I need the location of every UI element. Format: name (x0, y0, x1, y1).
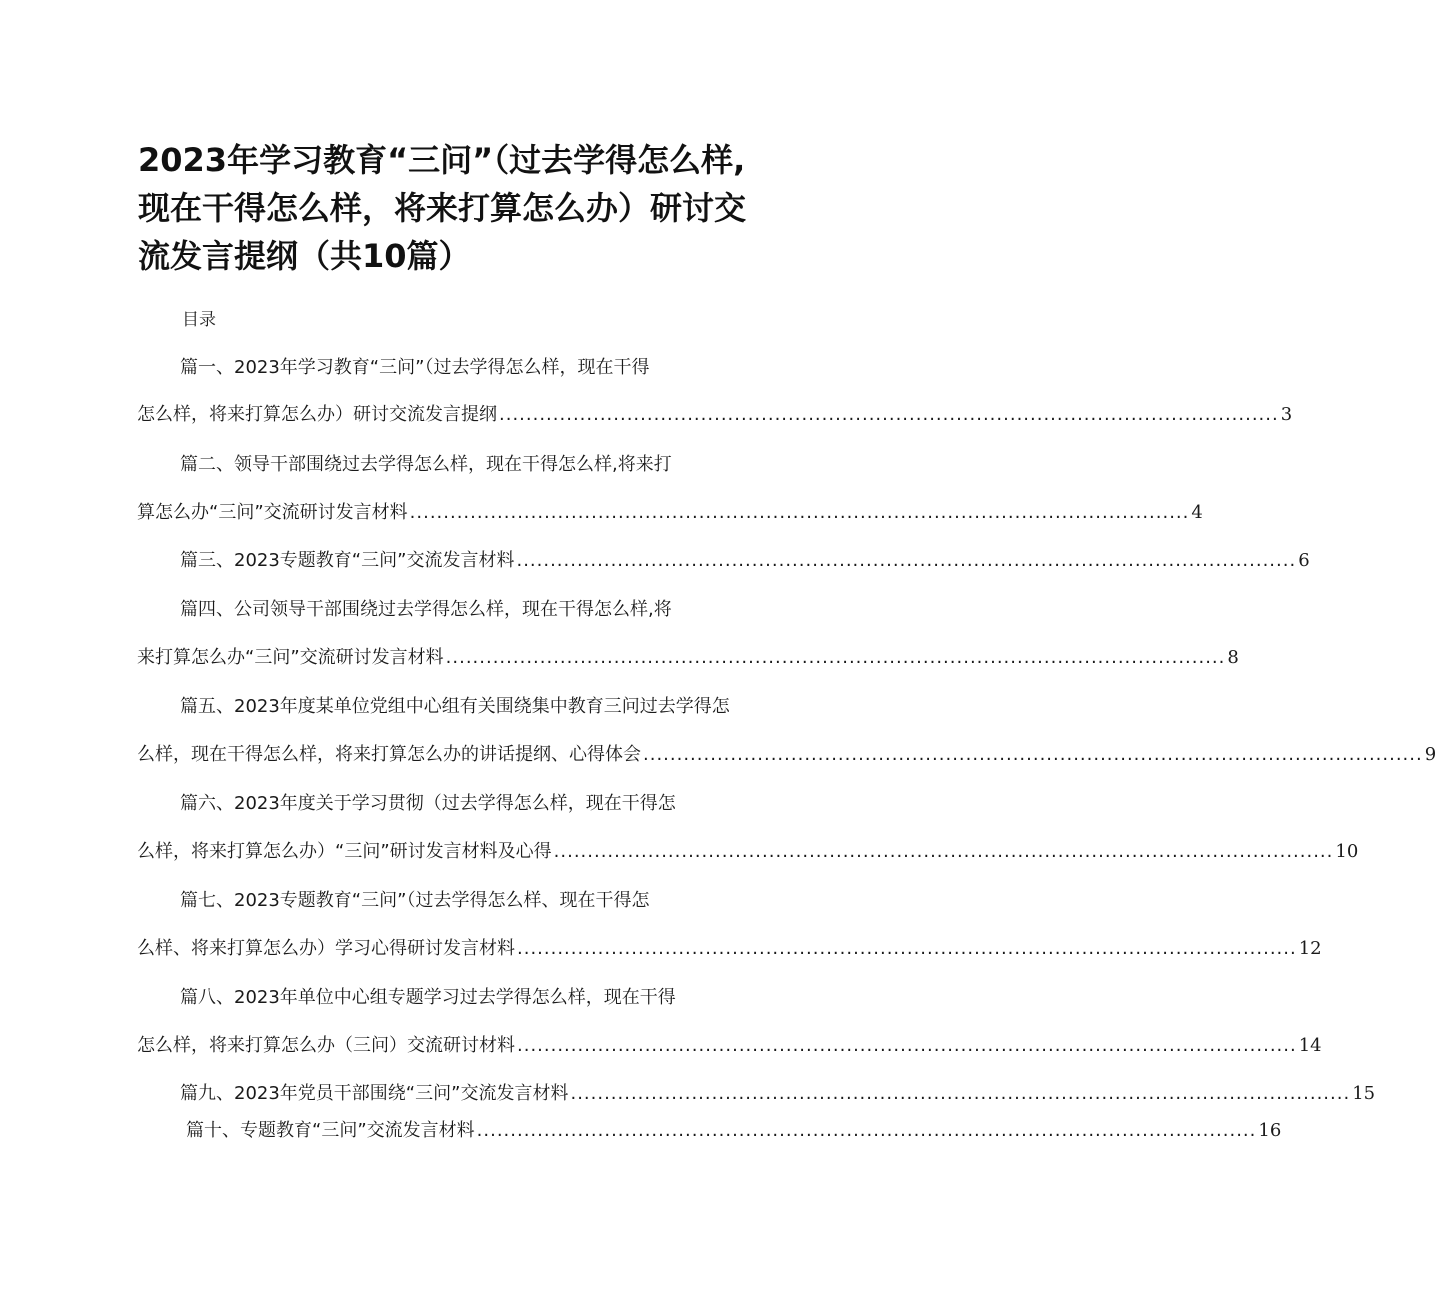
title-line-1: 2023年学习教育“三问”（过去学得怎么样, (138, 141, 746, 179)
toc-entry-7-line-2[interactable] (137, 935, 1322, 963)
toc-entry-4-line-2[interactable] (137, 644, 1239, 672)
toc-entry-text: 篇二、领导干部围绕过去学得怎么样，现在干得怎么样,将来打 (180, 454, 672, 475)
toc-entry-7-line-1[interactable] (180, 887, 649, 915)
dot-leader: .................................................................................................................... (570, 1083, 1351, 1104)
dot-leader: .................................................................................................................... (476, 1120, 1257, 1141)
toc-entry-6-line-1[interactable] (180, 790, 676, 818)
toc-entry-text: 篇五、2023年度某单位党组中心组有关围绕集中教育三问过去学得怎 (180, 696, 730, 717)
toc-heading: 目录 (182, 310, 216, 330)
toc-page-number: 6 (1298, 550, 1310, 571)
toc-page-number: 8 (1227, 647, 1239, 668)
dot-leader: .................................................................................................................... (499, 404, 1279, 425)
dot-leader: .................................................................................................................... (445, 647, 1226, 668)
toc-entry-5-line-1[interactable] (180, 693, 730, 721)
document-title (138, 136, 798, 280)
toc-entry-2-line-2[interactable] (137, 499, 1203, 527)
toc-entry-text: 篇八、2023年单位中心组专题学习过去学得怎么样，现在干得 (180, 987, 676, 1008)
toc-entry-text: 么样、将来打算怎么办）学习心得研讨发言材料 (137, 938, 515, 959)
dot-leader: .................................................................................................................... (643, 744, 1423, 765)
toc-entry-1-line-2[interactable] (137, 401, 1293, 429)
toc-entry-1-line-1[interactable] (180, 354, 649, 382)
toc-entry-6-line-2[interactable] (137, 838, 1359, 866)
toc-entry-text: 算怎么办“三问”交流研讨发言材料 (137, 502, 408, 523)
toc-page-number: 16 (1258, 1120, 1282, 1141)
toc-page-number: 9 (1424, 744, 1436, 765)
toc-entry-text: 么样，现在干得怎么样，将来打算怎么办的讲话提纲、心得体会 (137, 744, 641, 765)
dot-leader: .................................................................................................................... (517, 938, 1297, 959)
toc-entry-text: 篇七、2023专题教育“三问”（过去学得怎么样、现在干得怎 (180, 890, 650, 911)
toc-entry-5-line-2[interactable] (137, 741, 1436, 769)
toc-page-number: 3 (1280, 404, 1293, 425)
toc-entry-8-line-1[interactable] (180, 984, 676, 1012)
toc-page-number: 10 (1335, 841, 1359, 862)
toc-entry-10[interactable] (186, 1117, 1282, 1145)
toc-entry-text: 篇六、2023年度关于学习贯彻（过去学得怎么样，现在干得怎 (180, 793, 676, 814)
toc-entry-text: 怎么样，将来打算怎么办）研讨交流发言提纲 (137, 404, 497, 425)
toc-entry-text: 篇九、2023年党员干部围绕“三问”交流发言材料 (180, 1083, 569, 1104)
toc-entry-4-line-1[interactable] (180, 596, 672, 624)
toc-entry-text: 怎么样，将来打算怎么办（三问）交流研讨材料 (137, 1035, 515, 1056)
toc-entry-text: 篇三、2023专题教育“三问”交流发言材料 (180, 550, 515, 571)
toc-entry-8-line-2[interactable] (137, 1032, 1322, 1060)
toc-page-number: 15 (1352, 1083, 1376, 1104)
toc-entry-text: 篇一、2023年学习教育“三问”（过去学得怎么样，现在干得 (180, 357, 650, 378)
toc-page-number: 4 (1191, 502, 1203, 523)
toc-entry-text: 篇四、公司领导干部围绕过去学得怎么样，现在干得怎么样,将 (180, 599, 672, 620)
toc-entry-9[interactable] (180, 1080, 1376, 1108)
title-line-3: 流发言提纲（共10篇） (138, 237, 471, 275)
toc-entry-3[interactable] (180, 547, 1310, 575)
dot-leader: .................................................................................................................... (553, 841, 1334, 862)
title-line-2: 现在干得怎么样，将来打算怎么办）研讨交 (138, 189, 747, 227)
dot-leader: .................................................................................................................... (409, 502, 1190, 523)
toc-entry-2-line-1[interactable] (180, 451, 672, 479)
toc-entry-text: 篇十、专题教育“三问”交流发言材料 (186, 1120, 475, 1141)
toc-page-number: 14 (1298, 1035, 1322, 1056)
toc-entry-text: 么样，将来打算怎么办）“三问”研讨发言材料及心得 (137, 841, 552, 862)
toc-entry-text: 来打算怎么办“三问”交流研讨发言材料 (137, 647, 444, 668)
dot-leader: .................................................................................................................... (516, 550, 1297, 571)
dot-leader: .................................................................................................................... (517, 1035, 1297, 1056)
toc-page-number: 12 (1298, 938, 1322, 959)
